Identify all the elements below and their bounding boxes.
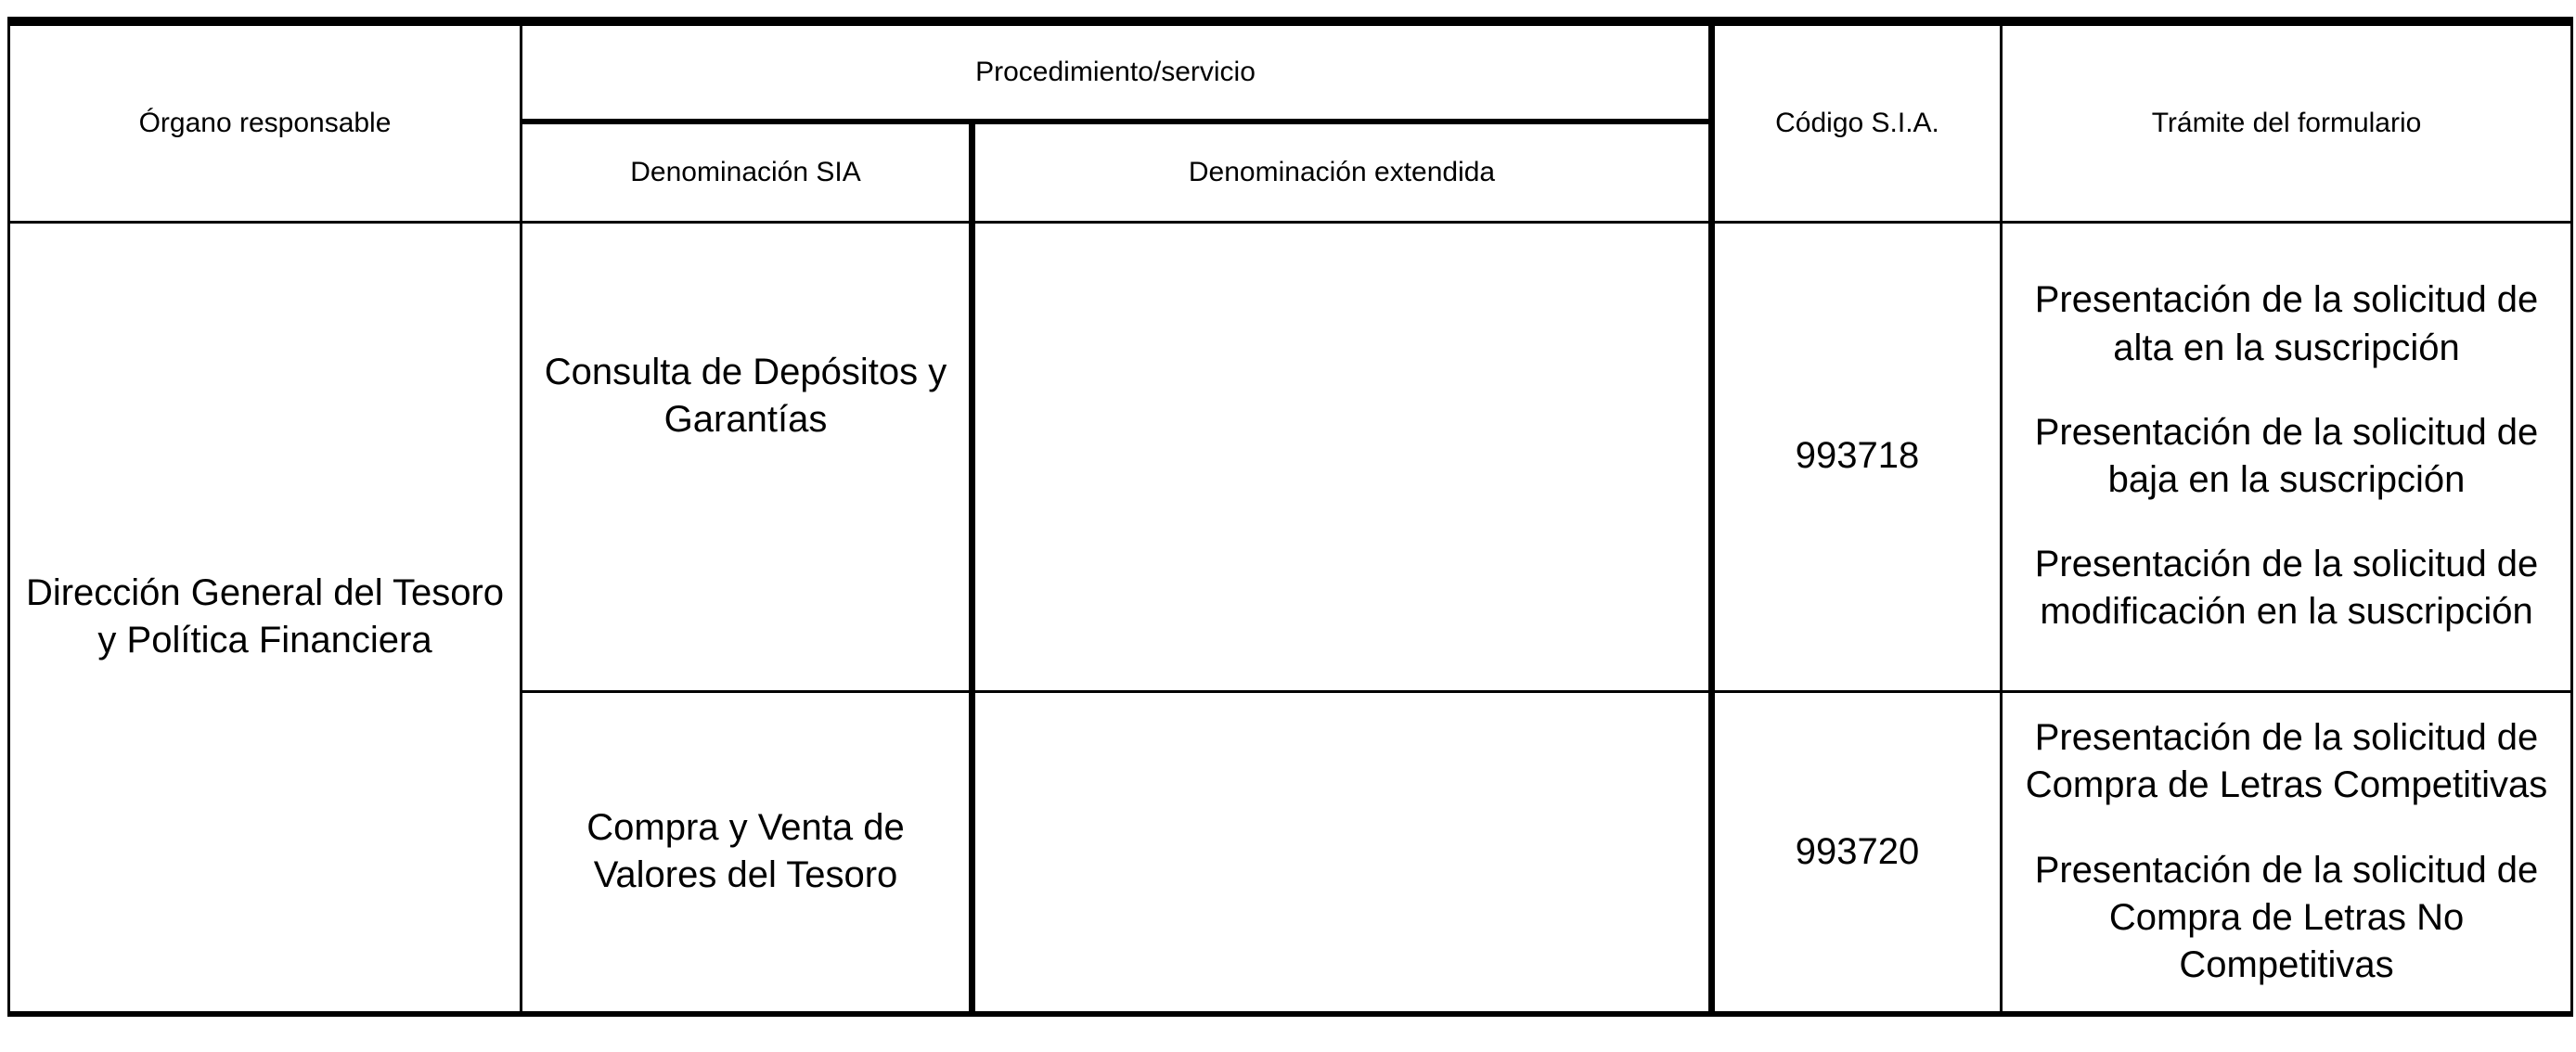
denominacion-extendida-cell	[972, 222, 1712, 691]
tramite-item: Presentación de la solicitud de modificación en la suscripción	[2034, 544, 2539, 633]
codigo-cell: 993720	[1712, 691, 2002, 1014]
procedures-table	[7, 17, 2573, 1017]
tramite-list	[2008, 714, 2565, 989]
table-body	[9, 222, 2572, 1014]
organo-header: Órgano responsable	[9, 21, 522, 222]
procedimiento-header: Procedimiento/servicio	[522, 21, 1712, 122]
tramite-cell	[2002, 222, 2572, 691]
denominacion-sia-cell: Consulta de Depósitos y Garantías	[522, 222, 972, 691]
table-row	[9, 222, 2572, 691]
tramite-item: Presentación de la solicitud de Compra de Letras No Competitivas	[2034, 849, 2539, 986]
tramite-item: Presentación de la solicitud de Compra de Letras Competitivas	[2025, 717, 2548, 806]
codigo-cell: 993718	[1712, 222, 2002, 691]
organo-cell: Dirección General del Tesoro y Política Financiera	[9, 222, 522, 1014]
denominacion-sia-cell: Compra y Venta de Valores del Tesoro	[522, 691, 972, 1014]
tramite-item: Presentación de la solicitud de baja en la suscripción	[2034, 411, 2539, 500]
denominacion-sia-header: Denominación SIA	[522, 122, 972, 222]
denominacion-extendida-header: Denominación extendida	[972, 122, 1712, 222]
tramite-cell	[2002, 691, 2572, 1014]
denominacion-extendida-cell	[972, 691, 1712, 1014]
table-header	[9, 21, 2572, 222]
tramite-list	[2008, 276, 2565, 635]
codigo-header: Código S.I.A.	[1712, 21, 2002, 222]
tramite-item: Presentación de la solicitud de alta en la suscripción	[2034, 279, 2539, 368]
tramite-header: Trámite del formulario	[2002, 21, 2572, 222]
